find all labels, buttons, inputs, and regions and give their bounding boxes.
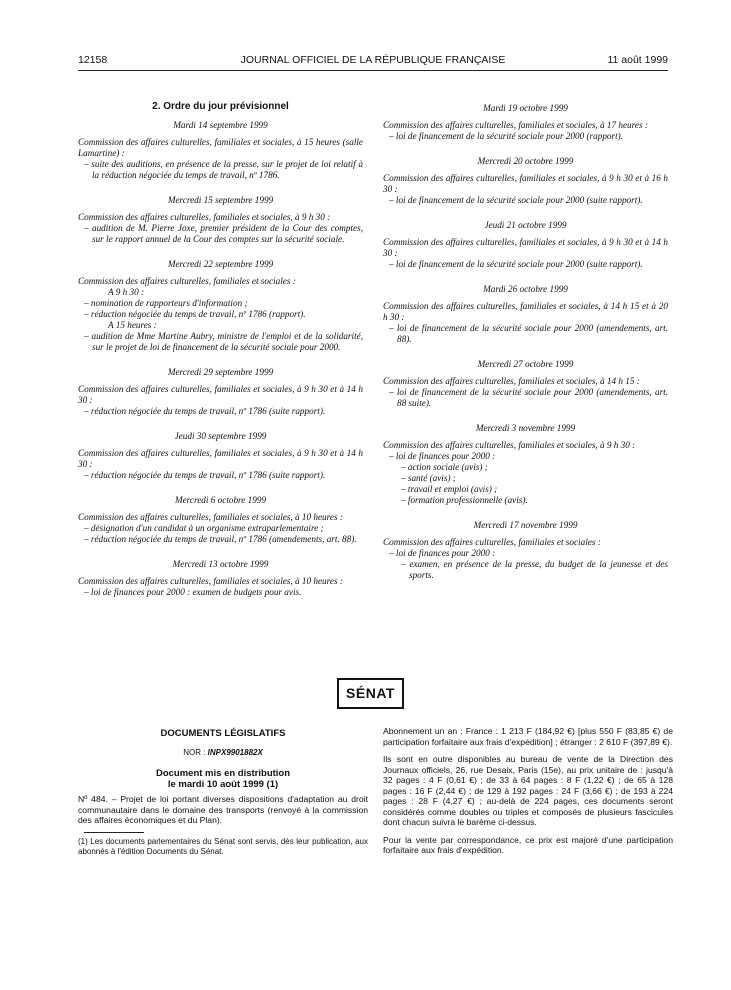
agenda-day-heading: Mercredi 6 octobre 1999 [174,495,267,505]
agenda-day-heading: Jeudi 21 octobre 1999 [484,220,567,230]
agenda-item: – loi de finances pour 2000 : [389,548,496,558]
senat-heading: SÉNAT [337,678,404,709]
agenda-item: – loi de financement de la sécurité sociale pour 2000 (rapport). [389,131,623,141]
agenda-item: – nomination de rapporteurs d'information ; [84,298,248,308]
agenda-day-block [383,103,668,142]
nor-label: NOR : [183,747,206,757]
agenda-day-block [383,520,668,581]
agenda-day-block [383,359,668,409]
agenda-commission: Commission des affaires culturelles, familiales et sociales, à 10 heures : [78,576,343,586]
distribution-heading-line1: Document mis en distribution [155,768,291,779]
subscription-info [383,726,673,863]
agenda-day-heading: Mercredi 17 novembre 1999 [473,520,578,530]
agenda-title: 2. Ordre du jour prévisionnel [152,101,289,112]
agenda-item: – loi de financement de la sécurité sociale pour 2000 (amendements, art. 88). [389,323,668,344]
agenda-item: – réduction négociée du temps de travail, nº 1786 (suite rapport). [84,406,326,416]
nor-value: INPX9901882X [207,747,263,757]
distribution-heading-line2: le mardi 10 août 1999 (1) [167,779,279,790]
agenda-commission: Commission des affaires culturelles, familiales et sociales, à 9 h 30 : [383,440,636,450]
agenda-day-block [383,423,668,506]
agenda-day-heading: Mardi 26 octobre 1999 [483,284,568,294]
agenda-day-heading: Mardi 14 septembre 1999 [173,120,268,130]
agenda-day-heading: Mardi 19 octobre 1999 [483,103,568,113]
agenda-commission: Commission des affaires culturelles, familiales et sociales, à 15 heures (salle Lamartine) : [78,137,363,158]
agenda-day-heading: Mercredi 22 septembre 1999 [167,259,274,269]
document-entry: Nº 484. – Projet de loi portant diverses dispositions d'adaptation au droit communautaire dans le domaine des transports (renvoyé à la commission des affaires économiques et du Plan). [78,794,368,825]
agenda-item: – loi de finances pour 2000 : [389,451,496,461]
agenda-item: – désignation d'un candidat à un organisme extraparlementaire ; [84,523,324,533]
agenda-item: – suite des auditions, en présence de la presse, sur le projet de loi relatif à la réduction négociée du temps de travail, nº 1786. [84,159,363,180]
legislative-documents [78,729,368,857]
legislative-title: DOCUMENTS LÉGISLATIFS [160,728,286,739]
agenda-day-block [78,559,363,598]
agenda-commission: Commission des affaires culturelles, familiales et sociales, à 14 h 15 : [383,376,640,386]
agenda-item: – audition de Mme Martine Aubry, ministre de l'emploi et de la solidarité, sur le projet de loi de financement de la sécurité sociale pour 2000. [84,331,363,352]
agenda-commission: Commission des affaires culturelles, familiales et sociales, à 17 heures : [383,120,648,130]
journal-title: JOURNAL OFFICIEL DE LA RÉPUBLIQUE FRANÇAISE [240,54,506,66]
agenda-day-block [78,495,363,545]
agenda-item: – audition de M. Pierre Joxe, premier président de la Cour des comptes, sur le rapport annuel de la Cour des comptes sur la sécurité sociale. [84,223,363,244]
agenda-day-block [383,284,668,345]
agenda-subitem: – travail et emploi (avis) ; [401,484,498,494]
agenda-commission: Commission des affaires culturelles, familiales et sociales, à 9 h 30 et à 14 h 30 : [383,237,668,258]
agenda-item: – loi de finances pour 2000 : examen de budgets pour avis. [84,587,302,597]
agenda-day-heading: Mercredi 3 novembre 1999 [475,423,576,433]
agenda-day-block [78,431,363,481]
mail-order-note: Pour la vente par correspondance, ce prix est majoré d'une participation forfaitaire aux frais d'expédition. [383,834,673,855]
agenda-left-column [78,99,363,612]
agenda-day-block [78,259,363,353]
page-header [78,54,668,70]
agenda-commission: Commission des affaires culturelles, familiales et sociales : [78,276,296,286]
footnote: (1) Les documents parlementaires du Sénat sont servis, dès leur publication, aux abonnés à l'édition Documents du Sénat. [78,836,368,856]
agenda-day-heading: Jeudi 30 septembre 1999 [174,431,267,441]
unit-prices: Ils sont en outre disponibles au bureau de vente de la Direction des Journaux officiels, 26, rue Desaix, Paris (15e), au prix unitaire de : jusqu'à 32 pages : 4 F (0,61 €) ; de 33 à 64 pages : 8 F (1,22 €) ; de 65 à 128 pages : 16 F (2,44 €) ; de 129 à 192 pages : 24 F (3,66 €) ; de 193 à 224 pages : 28 F (4,27 €) ; au-delà de 224 pages, ces documents seront considérés comme doubles ou triples et composés de plusieurs fascicules dont chacun suivra le barème ci-dessus. [383,754,673,827]
agenda-subitem: – examen, en présence de la presse, du budget de la jeunesse et des sports. [401,559,668,580]
agenda-commission: Commission des affaires culturelles, familiales et sociales, à 9 h 30 et à 14 h 30 : [78,384,363,405]
agenda-subitem: – action sociale (avis) ; [401,462,488,472]
agenda-subitem: – formation professionnelle (avis). [401,495,528,505]
agenda-day-block [78,367,363,417]
agenda-commission: Commission des affaires culturelles, familiales et sociales, à 9 h 30 et à 14 h 30 : [78,448,363,469]
agenda-subitem: – santé (avis) ; [401,473,456,483]
nor-reference [78,748,368,759]
page-number: 12158 [78,54,108,66]
agenda-item: – loi de financement de la sécurité sociale pour 2000 (amendements, art. 88 suite). [389,387,668,408]
agenda-time: A 9 h 30 : [108,287,145,297]
agenda-item: – réduction négociée du temps de travail, nº 1786 (amendements, art. 88). [84,534,357,544]
agenda-commission: Commission des affaires culturelles, familiales et sociales, à 9 h 30 et à 16 h 30 : [383,173,668,194]
agenda-day-block [383,156,668,206]
agenda-day-heading: Mercredi 29 septembre 1999 [167,367,274,377]
agenda-day-heading: Mercredi 15 septembre 1999 [167,195,274,205]
agenda-time: A 15 heures : [108,320,157,330]
agenda-commission: Commission des affaires culturelles, familiales et sociales, à 9 h 30 : [78,212,331,222]
agenda-day-heading: Mercredi 13 octobre 1999 [172,559,269,569]
agenda-right-column [383,99,668,595]
agenda-item: – réduction négociée du temps de travail, nº 1786 (suite rapport). [84,470,326,480]
agenda-day-block [78,120,363,181]
subscription-price: Abonnement un an : France : 1 213 F (184,92 €) [plus 550 F (83,85 €) de participation forfaitaire aux frais d'expédition] ; étranger : 2 610 F (397,89 €). [383,726,673,747]
agenda-commission: Commission des affaires culturelles, familiales et sociales, à 14 h 15 et à 20 h 30 : [383,301,668,322]
header-rule [78,70,668,71]
agenda-item: – loi de financement de la sécurité sociale pour 2000 (suite rapport). [389,259,643,269]
agenda-item: – réduction négociée du temps de travail, nº 1786 (rapport). [84,309,306,319]
agenda-commission: Commission des affaires culturelles, familiales et sociales, à 10 heures : [78,512,343,522]
agenda-day-block [383,220,668,270]
agenda-item: – loi de financement de la sécurité sociale pour 2000 (suite rapport). [389,195,643,205]
agenda-commission: Commission des affaires culturelles, familiales et sociales : [383,537,601,547]
distribution-heading [78,768,368,790]
footnote-rule [84,832,144,833]
agenda-day-heading: Mercredi 27 octobre 1999 [477,359,574,369]
issue-date: 11 août 1999 [607,54,668,66]
agenda-day-heading: Mercredi 20 octobre 1999 [477,156,574,166]
agenda-day-block [78,195,363,245]
